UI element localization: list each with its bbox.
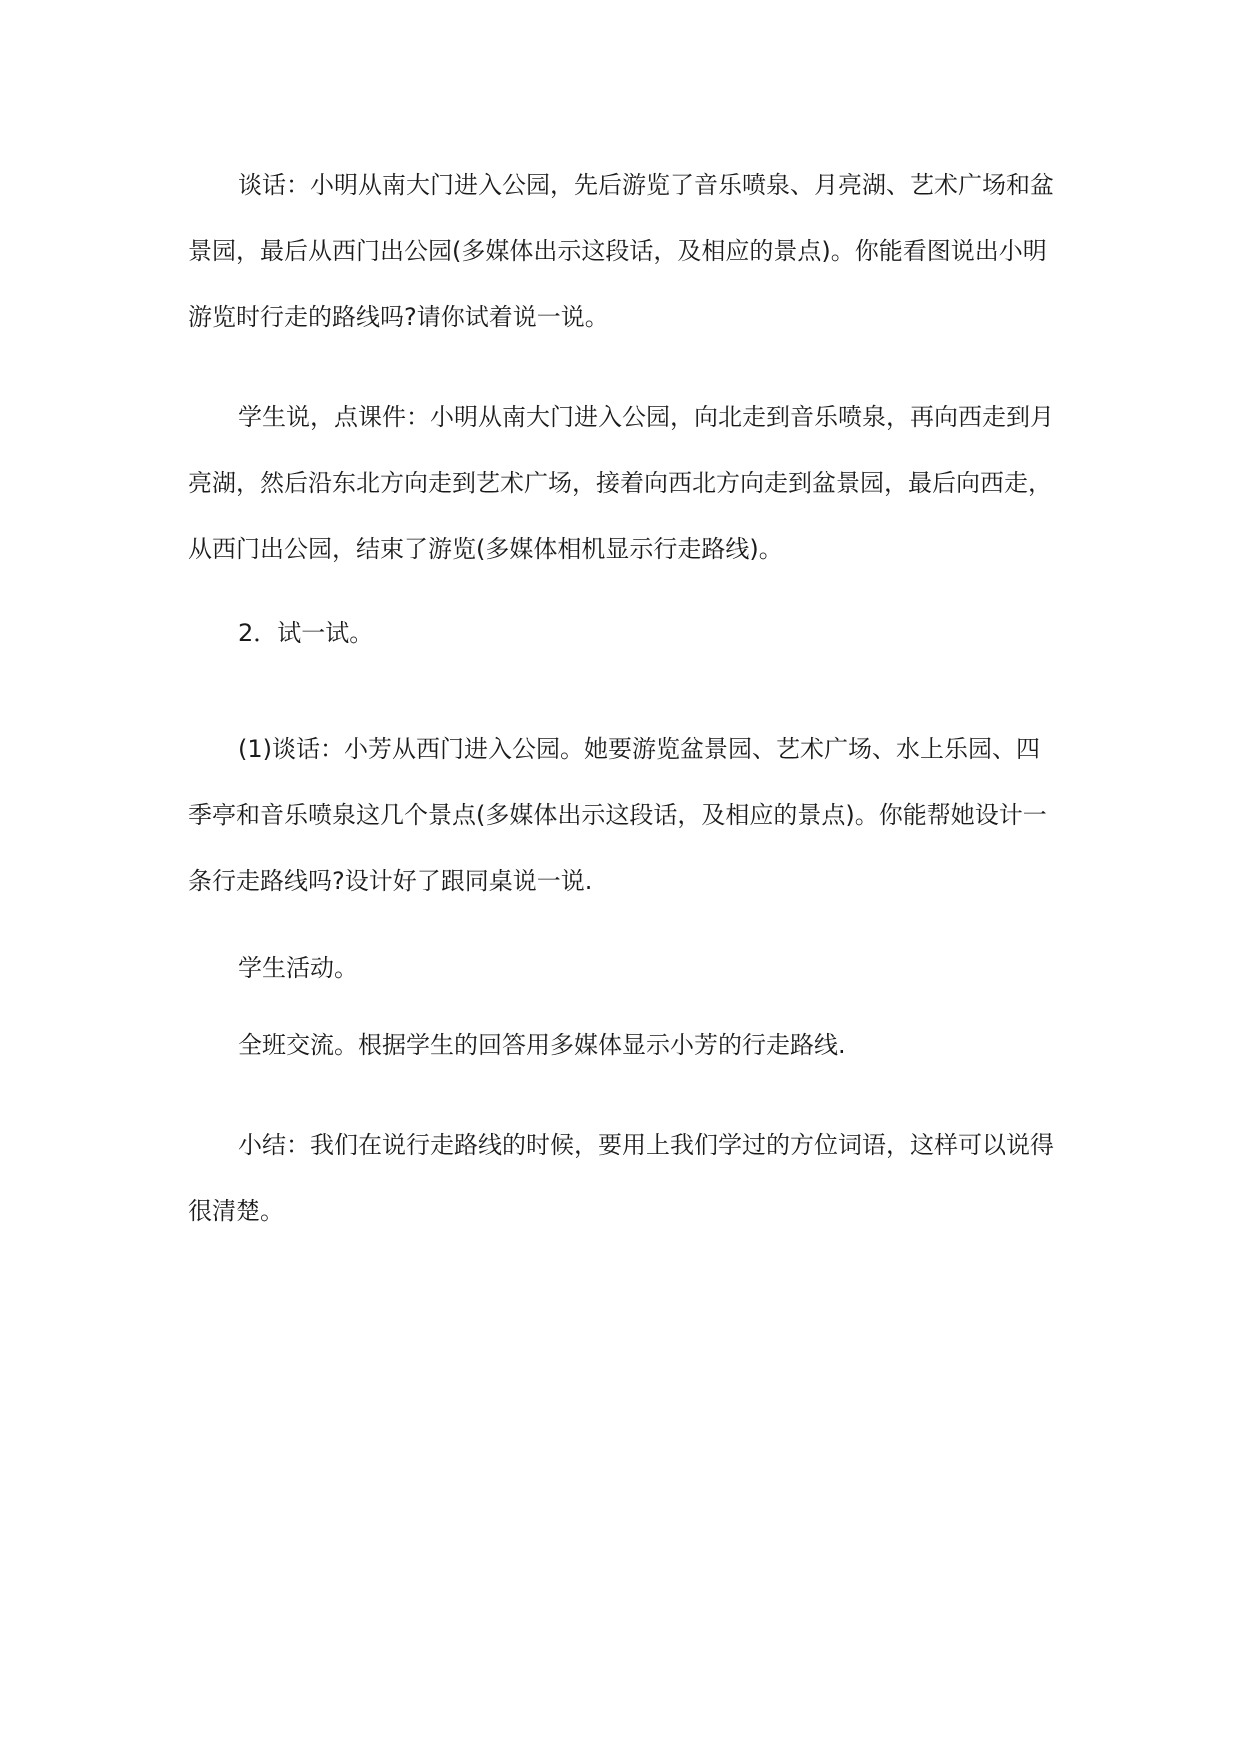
paragraph-student-activity: 学生活动。 <box>238 954 358 982</box>
paragraph-dialogue-xiaoming: 谈话：小明从南大门进入公园，先后游览了音乐喷泉、月亮湖、艺术广场和盆景园，最后从西门出公园(多媒体出示这段话，及相应的景点)。你能看图说出小明游览时行走的路线吗?请你试着说一说。 <box>188 171 1054 331</box>
paragraph-student-answer: 学生说，点课件：小明从南大门进入公园，向北走到音乐喷泉，再向西走到月亮湖，然后沿东北方向走到艺术广场，接着向西北方向走到盆景园，最后向西走，从西门出公园，结束了游览(多媒体相机显示行走路线)。 <box>188 403 1054 563</box>
paragraph-dialogue-xiaofang: (1)谈话：小芳从西门进入公园。她要游览盆景园、艺术广场、水上乐园、四季亭和音乐喷泉这几个景点(多媒体出示这段话，及相应的景点)。你能帮她设计一条行走路线吗?设计好了跟同桌说一说. <box>188 735 1047 895</box>
paragraph-section-heading: 2．试一试。 <box>238 619 374 647</box>
paragraph-class-exchange: 全班交流。根据学生的回答用多媒体显示小芳的行走路线. <box>238 1031 846 1059</box>
paragraph-summary: 小结：我们在说行走路线的时候，要用上我们学过的方位词语，这样可以说得很清楚。 <box>188 1131 1054 1225</box>
